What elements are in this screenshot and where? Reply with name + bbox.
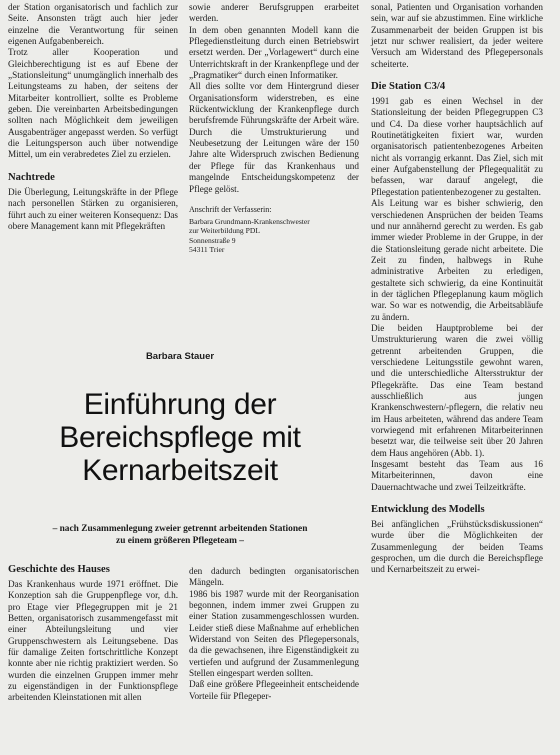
address-line: 54311 Trier: [189, 245, 225, 255]
author-address: [189, 217, 359, 255]
address-line: Barbara Grundmann-Krankenschwester: [189, 216, 310, 226]
author-address-heading: Anschrift der Verfasserin:: [189, 204, 272, 214]
paragraph: 1991 gab es einen Wechsel in der Stationsleitung der beiden Pflegegruppen C3 und C4. Da diese vorher hauptsächlich auf Routinetätigkeiten fixiert war, wurden organisatorisch patientenbezogenes Arbeiten nicht als vorrangig erkannt. Das Ziel, sich mit einer Aufgabenstellung der Pflegequalität zu befassen, war darauf angelegt, die Pflegestation patientenbezogener zu gestalten.: [371, 96, 543, 197]
left-column-bottom: [8, 563, 178, 704]
subtitle-line: – nach Zusammenlegung zweier getrennt arbeitenden Stationen: [52, 524, 308, 534]
title-line: Einführung der: [83, 388, 277, 421]
section-heading: Geschichte des Hauses: [8, 564, 110, 575]
paragraph: Insgesamt besteht das Team aus 16 Mitarbeiterinnen, davon eine Dauernachtwache und zwei Teilzeitkräfte.: [371, 459, 543, 492]
subtitle-line: zu einem größeren Pflegeteam –: [116, 536, 244, 546]
middle-column-top: [189, 2, 359, 254]
paragraph: Trotz aller Kooperation und Gleichberechtigung ist es auf Ebene der „Stationsleitung“ unumgänglich innerhalb des Leitungsteams zu haben, der seitens der Mitarbeiter kontrolliert, sollte es Probleme geben. Die vereinbarten Arbeitsbedingungen sollten nach Möglichkeit dem jeweiligen Ausgabenträger angepasst werden. So verfügt die Leitungsperson auch über notwendige Mittel, um ein verabredetes Ziel zu erzielen.: [8, 47, 178, 160]
right-column: [371, 2, 543, 576]
paragraph: sonal, Patienten und Organisation vorhanden sein, war auf sie abzustimmen. Eine wirkliche Zusammenarbeit der beiden Gruppen ist bis jetzt nur schwer realisiert, da jeder weitere Versuch am Widerstand des Pflegepersonals scheiterte.: [371, 2, 543, 69]
section-heading: Entwicklung des Modells: [371, 504, 485, 516]
paragraph: Das Krankenhaus wurde 1971 eröffnet. Die Konzeption sah die Gruppenpflege vor, d.h. pro Etage vier Pflegegruppen mit je 21 Betten, organisatorisch zusammengefasst mit einer Abteilungsleitung und vier Gruppenschwestern als Leitungsebene. Das für damalige Zeiten fortschrittliche Konzept konnte aber nie richtig praktiziert werden. So wurden die einzelnen Gruppen immer mehr zu eigenständigen in der Funktionspflege arbeitenden Kleinstationen mit allen: [8, 579, 178, 703]
paragraph: 1986 bis 1987 wurde mit der Reorganisation begonnen, indem immer zwei Gruppen zu einer Station zusammengeschlossen wurden. Leider stieß diese Maßnahme auf erheblichen Widerstand von Seiten des Pflegepersonals, da die gewachsenen, ihre Eigenständigkeit zu vertiefen und aufgrund der Zusammenlegung Stellen eingespart werden sollten.: [189, 588, 359, 679]
article-author: Barbara Stauer: [145, 351, 215, 362]
paragraph: Bei anfänglichen „Frühstücksdiskussionen“ wurde über die Möglichkeiten der Zusammenlegung der beiden Teams gesprochen, um die durch die Bereichspflege und Kernarbeitszeit zu erwei-: [371, 519, 543, 575]
section-heading: Nachtrede: [8, 171, 55, 183]
paragraph: den dadurch bedingten organisatorischen Mängeln.: [189, 566, 359, 588]
paragraph: Die beiden Hauptprobleme bei der Umstrukturierung waren die zwei völlig getrennt arbeitenden Gruppen, die verschiedene Leitungsstile gewohnt waren, und die unterschiedliche Altersstruktur der Pflegekräfte. Das eine Team bestand ausschließlich aus jungen Krankenschwestern/-pflegern, die relativ neu im Haus arbeiteten, während das andere Team vorwiegend mit erfahrenen Mitarbeiterinnen besetzt war, die teilweise seit über 20 Jahren dem Haus angehören (Abb. 1).: [371, 322, 543, 458]
title-line: Kernarbeitszeit: [82, 454, 278, 487]
paragraph: der Station organisatorisch und fachlich zur Seite. Ansonsten trägt auch hier jeder einzelne die Verantwortung für seinen eigenen Aufgabenbereich.: [8, 2, 178, 47]
left-column-top: [8, 2, 178, 232]
middle-column-bottom: [189, 566, 359, 702]
address-line: Sonnenstraße 9: [189, 235, 236, 245]
article-subtitle: [0, 523, 360, 547]
title-line: Bereichspflege mit: [59, 421, 301, 454]
paragraph: sowie anderer Berufsgruppen erarbeitet werden.: [189, 2, 359, 24]
paragraph: Die Überlegung, Leitungskräfte in der Pflege nach personellen Stärken zu organisieren, führt auch zu einer weiteren Konsequenz: Das obere Management kann mit Pflegekräften: [8, 186, 178, 231]
paragraph: Als Leitung war es bisher schwierig, den verschiedenen Ansprüchen der beiden Teams und nur annähernd gerecht zu werden. Es gab immer wieder Probleme in der Gruppe, in der die Stationsleitung gerade nicht arbeitete. Die Zeit zu finden, halbwegs in Ruhe administrative Arbeiten zu erledigen, gestaltete sich schwierig, da eine Kontinuität in der täglichen Pflegeplanung kaum möglich war. So war es notwendig, die Arbeitsabläufe zu ändern.: [371, 198, 543, 322]
paragraph: In dem oben genannten Modell kann die Pflegedienstleitung durch einen Betriebswirt ersetzt werden. Der „Vorlagewert“ durch eine Unterrichtskraft in der Krankenpflege und der „Pragmatiker“ durch einen Informatiker.: [189, 24, 359, 81]
paragraph: All dies sollte vor dem Hintergrund dieser Organisationsform widerstreben, es eine Rückentwicklung der Krankenpflege durch berufsfremde Führungskräfte der Arbeit wäre. Durch die Umstrukturierung und Neubesetzung der Leitungen wäre der 150 Jahre alte Widerspruch zwischen Bedienung der Pflege für das Krankenhaus und mangelnde Entscheidungskompetenz der Pflege gelöst.: [189, 81, 359, 194]
article-title: [0, 388, 360, 487]
paragraph: Daß eine größere Pflegeeinheit entscheidende Vorteile für Pflegeper-: [189, 679, 359, 701]
address-line: zur Weiterbildung PDL: [189, 226, 260, 236]
section-heading: Die Station C3/4: [371, 81, 446, 93]
